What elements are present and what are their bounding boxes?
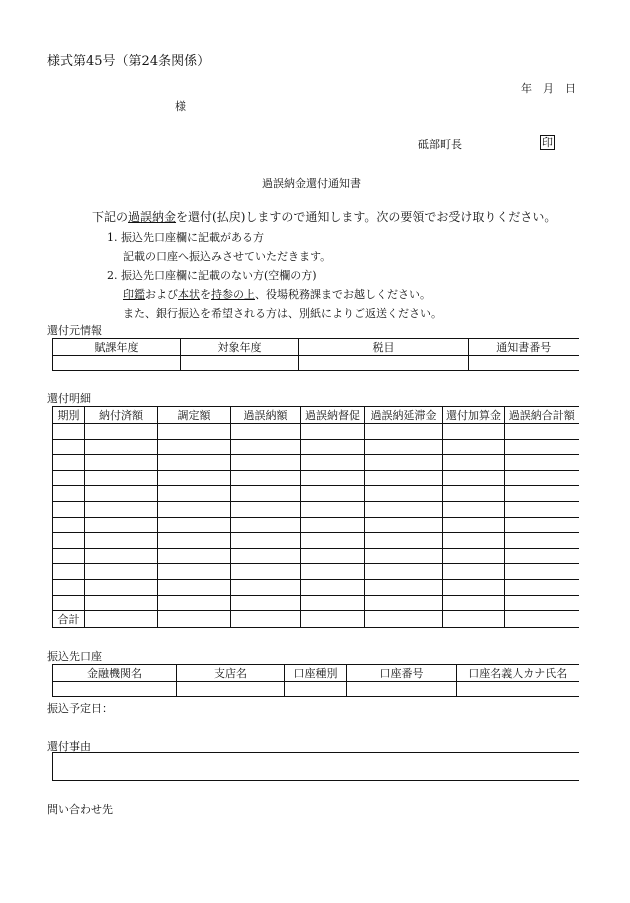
table-cell [505,579,579,595]
table-cell [85,439,158,455]
table-cell [231,517,301,533]
table-row [53,564,579,580]
table-cell [53,470,85,486]
table-cell [158,517,231,533]
table-cell [231,533,301,549]
table-cell [85,611,158,628]
table-cell [231,611,301,628]
detail-section-label: 還付明細 [47,392,91,405]
table-cell [301,470,365,486]
table-cell [365,533,443,549]
col-header: 過誤納延滞金 [365,407,443,424]
table-cell [505,533,579,549]
table-cell [365,470,443,486]
col-header: 過誤納額 [231,407,301,424]
table-cell [505,486,579,502]
table-cell [85,517,158,533]
table-cell [505,595,579,611]
table-cell [365,486,443,502]
table-cell [301,439,365,455]
table-cell [301,517,365,533]
issuer-section-label: 還付元情報 [47,324,102,337]
table-cell [158,439,231,455]
table-cell [443,424,505,440]
table-cell [85,486,158,502]
table-cell [301,548,365,564]
recipient-suffix: 様 [175,100,186,113]
table-cell [85,548,158,564]
col-header: 賦課年度 [53,339,181,356]
table-cell [53,517,85,533]
table-cell [53,564,85,580]
table-cell [158,548,231,564]
col-header: 期別 [53,407,85,424]
table-cell [443,611,505,628]
table-cell [505,455,579,471]
table-cell [53,595,85,611]
table-cell [85,501,158,517]
intro-line-1: 下記の過誤納金を還付(払戻)しますので通知します。次の要領でお受け取りください。 [92,210,557,224]
table-cell [347,682,457,697]
table-cell [85,595,158,611]
table-cell [53,548,85,564]
col-header: 支店名 [177,665,285,682]
table-cell [85,564,158,580]
table-cell [365,501,443,517]
bank-section-label: 振込先口座 [47,650,102,663]
table-cell [285,682,347,697]
table-row [53,517,579,533]
table-cell [457,682,579,697]
table-cell [85,424,158,440]
table-cell [158,486,231,502]
issuer-info-table [52,338,579,371]
table-row [53,455,579,471]
table-cell [365,517,443,533]
table-cell [181,356,299,371]
table-cell [301,595,365,611]
col-header: 対象年度 [181,339,299,356]
table-cell [299,356,469,371]
table-cell [53,501,85,517]
refund-detail-table [52,406,579,628]
table-cell [53,439,85,455]
table-row [53,579,579,595]
doc-title: 過誤納金還付通知書 [262,177,361,190]
table-row [53,548,579,564]
table-cell [443,564,505,580]
table-cell [505,501,579,517]
table-cell [158,579,231,595]
table-cell [301,424,365,440]
table-cell [158,611,231,628]
table-row [53,533,579,549]
intro-item-2: 2. 振込先口座欄に記載のない方(空欄の方) [107,269,317,282]
table-cell [365,564,443,580]
table-cell [443,548,505,564]
table-cell [365,548,443,564]
table-cell [505,470,579,486]
table-cell [231,439,301,455]
col-header: 調定額 [158,407,231,424]
table-row [53,486,579,502]
contact-label: 問い合わせ先 [47,803,113,816]
date-label: 年 月 日 [521,82,576,95]
table-cell [301,455,365,471]
table-cell [505,611,579,628]
table-cell [85,470,158,486]
col-header: 過誤納合計額 [505,407,579,424]
table-cell [365,611,443,628]
table-row [53,595,579,611]
table-cell [443,517,505,533]
col-header: 口座名義人カナ氏名 [457,665,579,682]
intro-item-1: 1. 振込先口座欄に記載がある方 [107,231,264,244]
reason-box [52,752,579,781]
intro-item-2-sub: 印鑑および本状を持参の上、役場税務課までお越しください。 [123,288,431,301]
table-cell [53,682,177,697]
col-header: 通知書番号 [469,339,579,356]
col-header: 金融機関名 [53,665,177,682]
table-cell [231,486,301,502]
table-cell [301,501,365,517]
table-cell [301,579,365,595]
table-cell [231,470,301,486]
col-header: 過誤納督促 [301,407,365,424]
table-cell [231,501,301,517]
table-cell [301,611,365,628]
table-cell [505,564,579,580]
table-cell [231,548,301,564]
table-cell [443,439,505,455]
table-cell [85,533,158,549]
reason-label: 還付事由 [47,740,91,753]
table-cell [443,501,505,517]
table-cell [365,439,443,455]
form-number: 様式第45号（第24条関係） [47,54,211,69]
col-header: 税目 [299,339,469,356]
table-cell [505,548,579,564]
table-row [53,439,579,455]
table-cell [443,470,505,486]
table-cell [365,424,443,440]
table-cell [365,455,443,471]
issuer-name: 砥部町長 [418,138,462,151]
table-cell [85,579,158,595]
seal-mark: 印 [542,136,553,149]
table-cell [158,455,231,471]
table-cell [231,564,301,580]
table-cell [505,424,579,440]
table-cell [231,579,301,595]
table-row [53,501,579,517]
table-cell [85,455,158,471]
table-cell [443,595,505,611]
table-cell [158,470,231,486]
table-cell [443,533,505,549]
table-cell [53,579,85,595]
table-row [53,424,579,440]
table-cell [158,501,231,517]
total-label: 合計 [53,611,85,628]
col-header: 納付済額 [85,407,158,424]
table-cell [231,595,301,611]
col-header: 還付加算金 [443,407,505,424]
table-cell [158,595,231,611]
table-cell [53,486,85,502]
table-cell [505,517,579,533]
table-cell [443,455,505,471]
table-cell [158,533,231,549]
table-cell [301,486,365,502]
table-cell [365,579,443,595]
table-cell [158,424,231,440]
table-cell [443,486,505,502]
col-header: 口座番号 [347,665,457,682]
table-row [53,470,579,486]
intro-item-2-sub2: また、銀行振込を希望される方は、別紙によりご返送ください。 [123,307,442,320]
table-cell [443,579,505,595]
table-cell [158,564,231,580]
table-cell [53,455,85,471]
table-cell [231,455,301,471]
bank-account-table [52,664,579,697]
transfer-date-label: 振込予定日： [47,702,113,715]
table-cell [231,424,301,440]
table-cell [177,682,285,697]
intro-item-1-sub: 記載の口座へ振込みさせていただきます。 [123,250,332,263]
col-header: 口座種別 [285,665,347,682]
table-cell [301,533,365,549]
table-cell [365,595,443,611]
table-cell [53,356,181,371]
table-cell [53,533,85,549]
table-cell [505,439,579,455]
table-cell [53,424,85,440]
table-cell [469,356,579,371]
table-cell [301,564,365,580]
